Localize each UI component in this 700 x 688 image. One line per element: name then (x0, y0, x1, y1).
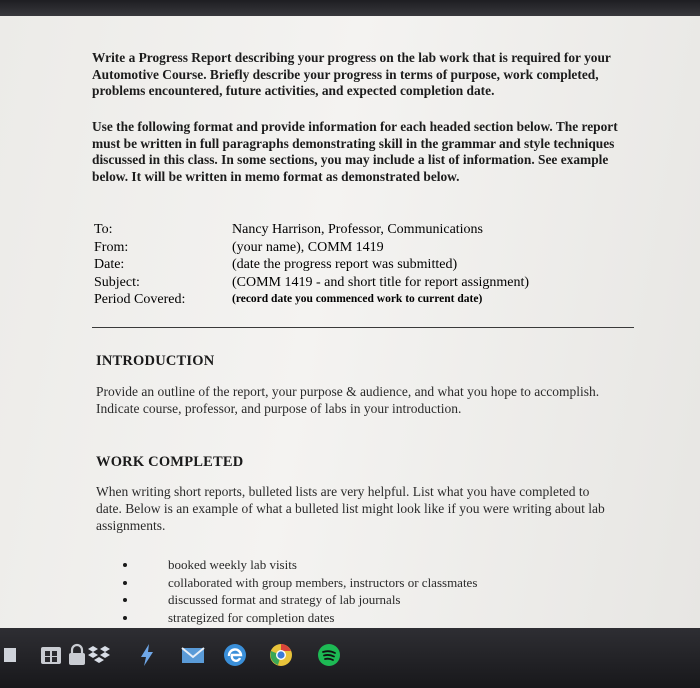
memo-row-to (94, 221, 634, 239)
memo-label: To: (94, 222, 113, 237)
edge-icon[interactable] (222, 642, 248, 668)
memo-value: (record date you commenced work to current date) (232, 293, 483, 305)
document-page (0, 16, 700, 628)
spotify-icon[interactable] (316, 642, 342, 668)
memo-header (94, 221, 634, 309)
dropbox-icon[interactable] (86, 642, 112, 668)
memo-row-from (94, 239, 634, 257)
section-body-work-completed: When writing short reports, bulleted lists are very helpful. List what you have completed to date. Below is an example of what a bulleted list might look like if you were writing about lab assignments. (96, 484, 605, 533)
list-item: booked weekly lab visits (118, 556, 477, 574)
memo-value: (COMM 1419 - and short title for report assignment) (232, 274, 530, 290)
chrome-icon[interactable] (268, 642, 294, 668)
memo-label: From: (94, 239, 129, 255)
lightning-icon[interactable] (134, 642, 160, 668)
memo-value: (date the progress report was submitted) (232, 257, 458, 272)
mail-icon[interactable] (180, 642, 206, 668)
bulleted-list (118, 556, 477, 626)
memo-value: (your name), COMM 1419 (232, 239, 384, 255)
list-item: discussed format and strategy of lab journals (118, 591, 477, 609)
section-heading-introduction: INTRODUCTION (96, 353, 215, 369)
memo-label: Period Covered: (94, 292, 186, 307)
memo-value: Nancy Harrison, Professor, Communications (232, 222, 484, 237)
instruction-paragraph-2: Use the following format and provide information for each headed section below. The report must be written in full paragraphs demonstrating skill in the grammar and style techniques discussed in this class. In some sections, you may include a list of information. See example below. It will be written in memo format as demonstrated below. (92, 119, 618, 184)
windows-icon[interactable] (4, 642, 18, 668)
section-heading-work-completed: WORK COMPLETED (96, 454, 244, 470)
section-body-introduction: Provide an outline of the report, your purpose & audience, and what you hope to accomplish. Indicate course, professor, and purpose of labs in your introduction. (96, 384, 600, 416)
store-icon[interactable] (38, 642, 64, 668)
instruction-paragraph-1: Write a Progress Report describing your progress on the lab work that is required for your Automotive Course. Briefly describe your progress in terms of purpose, work completed, problems encountered, future activities, and expected completion date. (92, 50, 611, 99)
memo-row-date (94, 256, 634, 274)
horizontal-rule (92, 327, 634, 328)
memo-label: Date: (94, 257, 125, 272)
taskbar (0, 628, 700, 688)
memo-label: Subject: (94, 274, 140, 290)
memo-row-period (94, 291, 634, 309)
list-item: strategized for completion dates (118, 609, 477, 627)
list-item: collaborated with group members, instructors or classmates (118, 574, 477, 592)
memo-row-subject (94, 274, 634, 292)
